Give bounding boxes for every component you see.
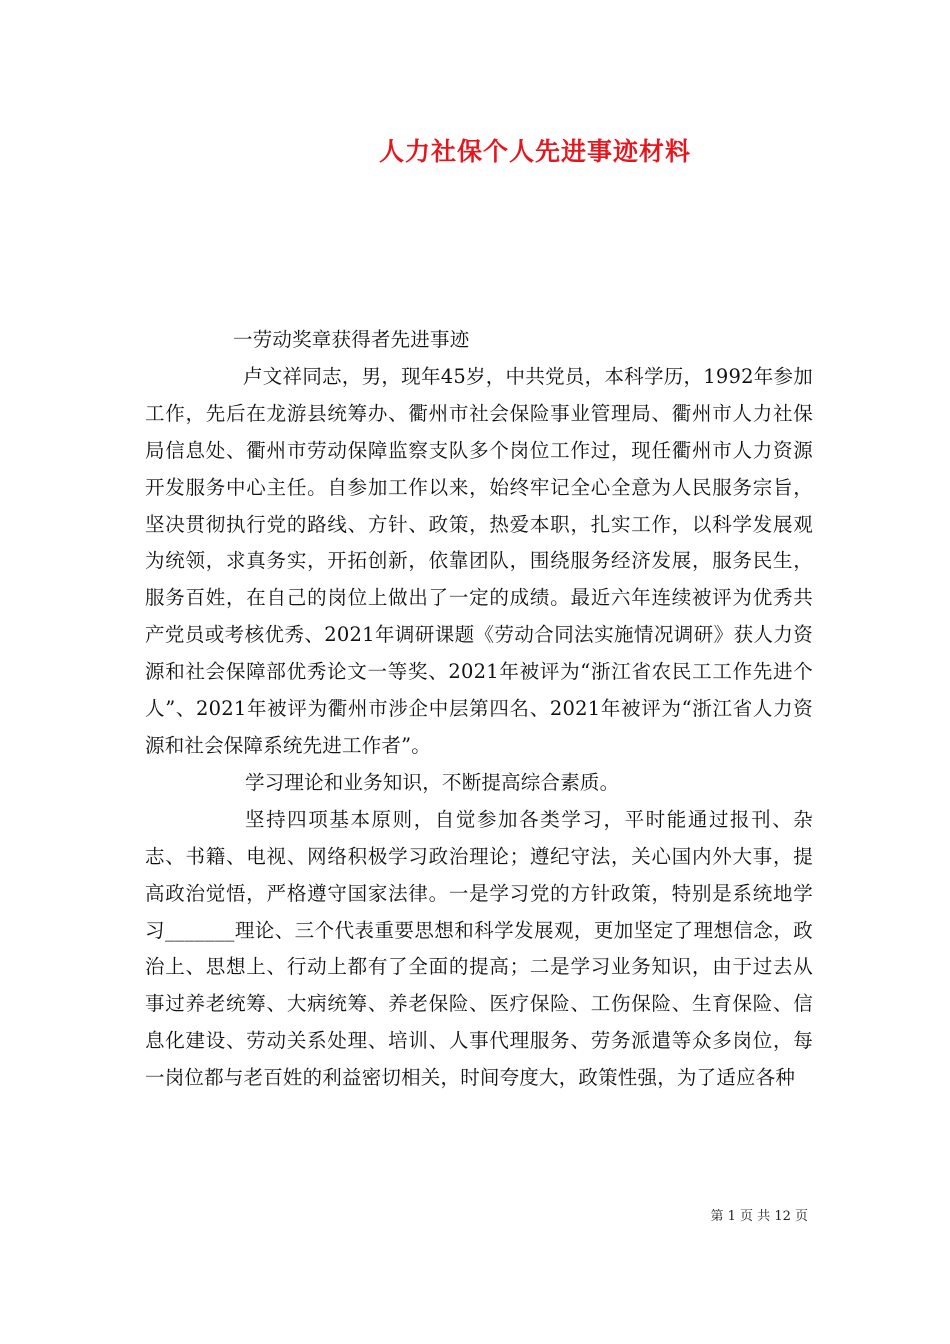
document-body	[145, 322, 813, 1097]
document-title: 人力社保个人先进事迹材料	[378, 137, 691, 166]
section-heading: 一劳动奖章获得者先进事迹	[233, 328, 470, 351]
section-subheading: 学习理论和业务知识，不断提高综合素质。	[245, 770, 620, 794]
page-number: 第 1 页 共 12 页	[710, 1209, 808, 1224]
paragraph-study: 坚持四项基本原则，自觉参加各类学习，平时能通过报刊、杂志、书籍、电视、网络积极学习政治理论；遵纪守法，关心国内外大事，提高政治觉悟，严格遵守国家法律。一是学习党的方针政策，特别是系统地学习_______理论、三个代表重要思想和科学发展观，更加坚定了理想信念，政治上、思想上、行动上都有了全面的提高；二是学习业务知识，由于过去从事过养老统筹、大病统筹、养老保险、医疗保险、工伤保险、生育保险、信息化建设、劳动关系处理、培训、人事代理服务、劳务派遣等众多岗位，每一岗位都与老百姓的利益密切相关，时间夸度大，政策性强，为了适应各种	[145, 807, 813, 1090]
paragraph-profile: 卢文祥同志，男，现年45岁，中共党员，本科学历，1992年参加工作，先后在龙游县统筹办、衢州市社会保险事业管理局、衢州市人力社保局信息处、衢州市劳动保障监察支队多个岗位工作过，现任衢州市人力资源开发服务中心主任。自参加工作以来，始终牢记全心全意为人民服务宗旨，坚决贯彻执行党的路线、方针、政策，热爱本职，扎实工作，以科学发展观为统领，求真务实，开拓创新，依靠团队，围绕服务经济发展，服务民生，服务百姓，在自己的岗位上做出了一定的成绩。最近六年连续被评为优秀共产党员或考核优秀、2021年调研课题《劳动合同法实施情况调研》获人力资源和社会保障部优秀论文一等奖、2021年被评为“浙江省农民工工作先进个人”、2021年被评为衢州市涉企中层第四名、2021年被评为“浙江省人力资源和社会保障系统先进工作者”。	[145, 364, 813, 757]
